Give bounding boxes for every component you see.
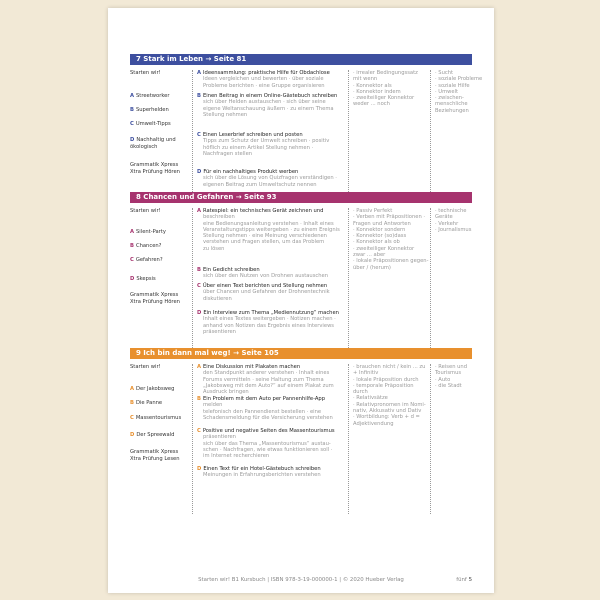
- section-item: [130, 299, 180, 305]
- vocabulary-item: Tourismus: [435, 370, 462, 377]
- page-number-value: 5: [468, 577, 472, 583]
- vocabulary-item: · Reisen und: [435, 364, 468, 370]
- vocabulary-item: · die Stadt: [435, 382, 462, 389]
- activity-letter: D: [197, 310, 202, 316]
- activity-description-line: Nachfragen stellen: [203, 150, 253, 157]
- activity-description-line: Veranstaltungstipps weitergeben · zu einem Ereignis: [203, 226, 340, 233]
- section-label: Streetworker: [136, 93, 170, 99]
- activities-column: [192, 208, 345, 358]
- section-item: [130, 456, 180, 462]
- section-letter: A: [130, 93, 135, 99]
- section-label: Xtra Prüfung Lesen: [130, 456, 180, 462]
- activity-description-line: präsentieren: [203, 434, 236, 441]
- grammar-item: · Wortbildung: Verb + d =: [353, 414, 420, 421]
- vocabulary-item: menschliche: [435, 101, 468, 108]
- vocabulary-item: · soziale Probleme: [435, 76, 483, 83]
- vocabulary-column: [430, 208, 477, 358]
- grammar-column: [348, 208, 427, 358]
- activity-letter: C: [197, 132, 201, 138]
- activity-entry: [197, 364, 345, 395]
- unit-header[interactable]: 9 Ich bin dann mal weg! → Seite 105: [130, 348, 472, 359]
- unit-section: [130, 348, 472, 514]
- section-letter: D: [130, 432, 135, 438]
- section-letter: B: [130, 107, 134, 113]
- unit-columns: [130, 364, 472, 514]
- section-item: [130, 449, 178, 455]
- unit-columns: [130, 70, 483, 200]
- grammar-item: durch: [353, 389, 368, 396]
- section-label: Grammatik Xpress: [130, 162, 179, 168]
- section-list: [130, 364, 188, 514]
- grammar-item: · Verben mit Präpositionen ·: [353, 214, 426, 221]
- activity-description-line: Forums vermitteln · seine Haltung zum Thema: [203, 376, 324, 383]
- grammar-list: [353, 364, 426, 427]
- activity-title-text: Für ein nachhaltiges Produkt werben: [203, 169, 299, 175]
- document-page: [108, 8, 494, 593]
- grammar-item: · temporale Präposition: [353, 382, 414, 389]
- activity-entry: [197, 396, 345, 421]
- section-label: Xtra Prüfung Hören: [130, 169, 180, 175]
- activity-title-text: Ein Interview zum Thema „Mediennutzung“ machen: [203, 310, 339, 316]
- activity-entry: [197, 283, 345, 302]
- activity-description-line: beschreiben: [203, 214, 235, 221]
- section-letter: B: [130, 400, 134, 406]
- grammar-item: · lokale Präposition durch: [353, 376, 419, 383]
- vocabulary-item: · soziale Hilfe: [435, 82, 470, 89]
- activity-title-text: Ratespiel: ein technisches Gerät zeichnen und: [203, 208, 324, 214]
- activity-entry: [197, 70, 345, 89]
- activity-description-line: Meinungen in Erfahrungsberichten verstehen: [203, 472, 321, 479]
- activity-description-line: sich über Helden austauschen · sich über seine: [203, 99, 326, 106]
- section-label: Starten wir!: [130, 70, 161, 76]
- unit-header[interactable]: 7 Stark im Leben → Seite 81: [130, 54, 472, 65]
- activity-description-line: Inhalt eines Textes weitergeben · Notizen machen ·: [203, 316, 336, 323]
- activity-description-line: sich über den Nutzen von Drohnen austauschen: [203, 273, 329, 280]
- section-list: [130, 208, 188, 358]
- grammar-item: · irrealer Bedingungssatz: [353, 70, 418, 76]
- activity-description-line: im Internet recherchieren: [203, 453, 270, 460]
- activity-description-line: den Standpunkt anderer verstehen · Inhalt eines: [203, 370, 330, 377]
- section-item: [130, 292, 178, 298]
- activity-entry: [197, 267, 345, 280]
- grammar-item: · zweiteiliger Konnektor: [353, 245, 415, 252]
- section-letter: D: [130, 276, 135, 282]
- section-letter: D: [130, 137, 135, 143]
- vocabulary-item: · Sucht: [435, 70, 454, 76]
- activity-description-line: diskutieren: [203, 295, 232, 302]
- section-item: [130, 70, 161, 76]
- section-label: Umwelt-Tipps: [135, 121, 171, 127]
- activity-title-text: Ideensammlung: praktische Hilfe für Obdachlose: [203, 70, 330, 76]
- section-label: Der Spreewald: [136, 432, 175, 438]
- section-letter: C: [130, 257, 134, 263]
- section-label: Die Panne: [135, 400, 163, 406]
- activity-description-line: telefonisch den Pannendienst bestellen · eine: [203, 408, 322, 415]
- section-item: [130, 415, 181, 421]
- section-letter: B: [130, 243, 134, 249]
- activity-entry: [197, 428, 345, 459]
- grammar-item: · Passiv Perfekt: [353, 208, 393, 214]
- activity-description-line: schen · Nachfragen, wie etwas funktionieren soll ·: [203, 446, 333, 453]
- unit-section: [130, 54, 483, 200]
- section-label: ökologisch: [130, 144, 158, 150]
- activity-description-line: verstehen und Fragen stellen, um das Problem: [203, 239, 325, 246]
- activity-description-line: Schadensmeldung für die Versicherung verstehen: [203, 414, 333, 421]
- section-letter: A: [130, 386, 135, 392]
- section-item: [130, 386, 174, 392]
- activity-description-line: sich über das Thema „Massentourismus“ austau-: [203, 440, 331, 447]
- vocabulary-item: Beziehungen: [435, 107, 469, 114]
- grammar-list: [353, 208, 428, 271]
- section-letter: A: [130, 229, 135, 235]
- activity-title-text: Eine Diskussion mit Plakaten machen: [203, 364, 301, 370]
- activity-description-line: Ausdruck bringen: [203, 389, 249, 396]
- grammar-item: + Infinitiv: [353, 370, 379, 377]
- activity-description-line: anhand von Notizen das Ergebnis eines Interviews: [203, 322, 335, 329]
- activity-description-line: „Jakobsweg mit dem Auto?“ auf einem Plakat zum: [203, 382, 334, 389]
- vocabulary-item: · Umwelt: [435, 88, 459, 95]
- section-item: [130, 162, 178, 168]
- activity-title-text: Positive und negative Seiten des Massentourismus: [202, 428, 335, 434]
- page-number-label: fünf: [456, 577, 467, 583]
- section-label: Grammatik Xpress: [130, 292, 179, 298]
- grammar-item: · Konnektor als ob: [353, 239, 400, 246]
- grammar-item: · Relativpronomen im Nomi-: [353, 401, 426, 408]
- vocabulary-item: · zwischen-: [435, 95, 464, 102]
- section-item: [130, 208, 161, 214]
- vocabulary-item: · Journalismus: [435, 226, 472, 233]
- activity-description-line: Stellung nehmen · eine Meinung verschiedenen: [203, 233, 327, 240]
- section-item: [130, 432, 174, 438]
- section-item: [130, 93, 169, 99]
- grammar-item: mit wenn: [353, 76, 378, 83]
- vocabulary-list: [435, 364, 467, 389]
- grammar-item: · Konnektor (so)dass: [353, 233, 407, 240]
- activity-description-line: präsentieren: [203, 328, 236, 335]
- activity-letter: B: [197, 93, 201, 99]
- section-letter: C: [130, 415, 134, 421]
- grammar-item: Adjektivendung: [353, 420, 394, 427]
- activity-letter: C: [197, 428, 201, 434]
- activity-description-line: eine Bedienungsanleitung verstehen · Inhalt eines: [203, 220, 334, 227]
- grammar-item: über / (herum): [353, 264, 391, 271]
- section-item: [130, 257, 163, 263]
- activity-description-line: melden: [203, 402, 223, 409]
- section-item: [130, 107, 169, 113]
- section-item: [130, 229, 166, 235]
- activities-column: [192, 364, 345, 514]
- section-label: Xtra Prüfung Hören: [130, 299, 180, 305]
- grammar-item: weder ... noch: [353, 101, 390, 108]
- vocabulary-column: [430, 70, 483, 200]
- section-label: Der Jakobsweg: [136, 386, 175, 392]
- page-number: [456, 577, 472, 583]
- grammar-item: · lokale Präpositionen gegen-: [353, 258, 429, 265]
- activity-entry: [197, 169, 345, 188]
- activity-title-text: Einen Beitrag in einem Online-Gästebuch schreiben: [202, 93, 338, 99]
- section-label: Massentourismus: [135, 415, 182, 421]
- grammar-item: zwar ... aber: [353, 252, 386, 259]
- grammar-column: [348, 364, 427, 514]
- section-item: [130, 243, 161, 249]
- activity-title-text: Ein Problem mit dem Auto per Pannenhilfe-App: [202, 396, 326, 402]
- grammar-item: · brauchen nicht / kein ... zu: [353, 364, 426, 370]
- section-item: [130, 169, 180, 175]
- activity-entry: [197, 93, 345, 118]
- activity-letter: B: [197, 267, 201, 273]
- section-item: [130, 144, 157, 150]
- activity-letter: D: [197, 466, 202, 472]
- activity-description-line: Probleme berichten · eine Gruppe organisieren: [203, 82, 325, 89]
- activities-column: [192, 70, 345, 200]
- grammar-item: · Konnektor sondern: [353, 226, 406, 233]
- section-label: Starten wir!: [130, 208, 161, 214]
- activity-description-line: höflich zu einem Artikel Stellung nehmen ·: [203, 144, 314, 151]
- activity-entry: [197, 310, 345, 335]
- section-label: Starten wir!: [130, 364, 161, 370]
- grammar-item: · Konnektor indem: [353, 88, 401, 95]
- activity-title-text: Ein Gedicht schreiben: [202, 267, 260, 273]
- activity-title-text: Einen Leserbrief schreiben und posten: [202, 132, 303, 138]
- section-label: Skepsis: [136, 276, 156, 282]
- activity-description-line: Tipps zum Schutz der Umwelt schreiben · positiv: [203, 138, 330, 145]
- vocabulary-column: [430, 364, 477, 514]
- unit-section: [130, 192, 472, 358]
- section-list: [130, 70, 188, 200]
- page-footer: Starten wir! B1 Kursbuch | ISBN 978-3-19-000000-1 | © 2020 Hueber Verlag: [198, 577, 404, 583]
- activity-description-line: Stellung nehmen: [203, 111, 248, 118]
- grammar-item: Fragen und Antworten: [353, 220, 411, 227]
- vocabulary-item: · Auto: [435, 376, 451, 383]
- activity-letter: D: [197, 169, 202, 175]
- unit-columns: [130, 208, 472, 358]
- vocabulary-list: [435, 70, 482, 114]
- activity-letter: A: [197, 364, 202, 370]
- activity-description-line: eigene Weltanschauung äußern · zu einem Thema: [203, 105, 334, 112]
- activity-title-text: Einen Text für ein Hotel-Gästebuch schreiben: [203, 466, 321, 472]
- grammar-item: nativ, Akkusativ und Dativ: [353, 408, 422, 415]
- grammar-item: · zweiteiliger Konnektor: [353, 95, 415, 102]
- section-label: Grammatik Xpress: [130, 449, 179, 455]
- activity-title-text: Über einen Text berichten und Stellung nehmen: [202, 283, 328, 289]
- section-label: Gefahren?: [135, 257, 163, 263]
- section-label: Nachhaltig und: [136, 137, 176, 143]
- vocabulary-item: · technische: [435, 208, 467, 214]
- activity-description-line: zu lösen: [203, 245, 225, 252]
- section-item: [130, 137, 176, 143]
- grammar-item: · Konnektor als: [353, 82, 392, 89]
- section-item: [130, 276, 156, 282]
- section-item: [130, 400, 162, 406]
- section-label: Chancen?: [135, 243, 162, 249]
- grammar-list: [353, 70, 418, 108]
- vocabulary-item: · Verkehr: [435, 220, 459, 227]
- section-label: Superhelden: [135, 107, 169, 113]
- vocabulary-list: [435, 208, 471, 233]
- activity-entry: [197, 132, 345, 157]
- activity-entry: [197, 466, 345, 479]
- section-label: Silent-Party: [136, 229, 166, 235]
- activity-letter: C: [197, 283, 201, 289]
- activity-description-line: sich über die Lösung von Quizfragen verständigen ·: [203, 175, 337, 182]
- unit-header[interactable]: 8 Chancen und Gefahren → Seite 93: [130, 192, 472, 203]
- grammar-column: [348, 70, 427, 200]
- activity-description-line: eigenen Beitrag zum Umweltschutz nennen: [203, 181, 317, 188]
- activity-letter: A: [197, 208, 202, 214]
- activity-description-line: über Chancen und Gefahren der Drohnentechnik: [203, 289, 330, 296]
- section-item: [130, 364, 161, 370]
- activity-entry: [197, 208, 345, 252]
- activity-letter: B: [197, 396, 201, 402]
- vocabulary-item: Geräte: [435, 214, 453, 221]
- grammar-item: · Relativsätze: [353, 395, 388, 402]
- activity-description-line: Ideen vergleichen und bewerten · über soziale: [203, 76, 324, 83]
- section-letter: C: [130, 121, 134, 127]
- activity-letter: A: [197, 70, 202, 76]
- section-item: [130, 121, 171, 127]
